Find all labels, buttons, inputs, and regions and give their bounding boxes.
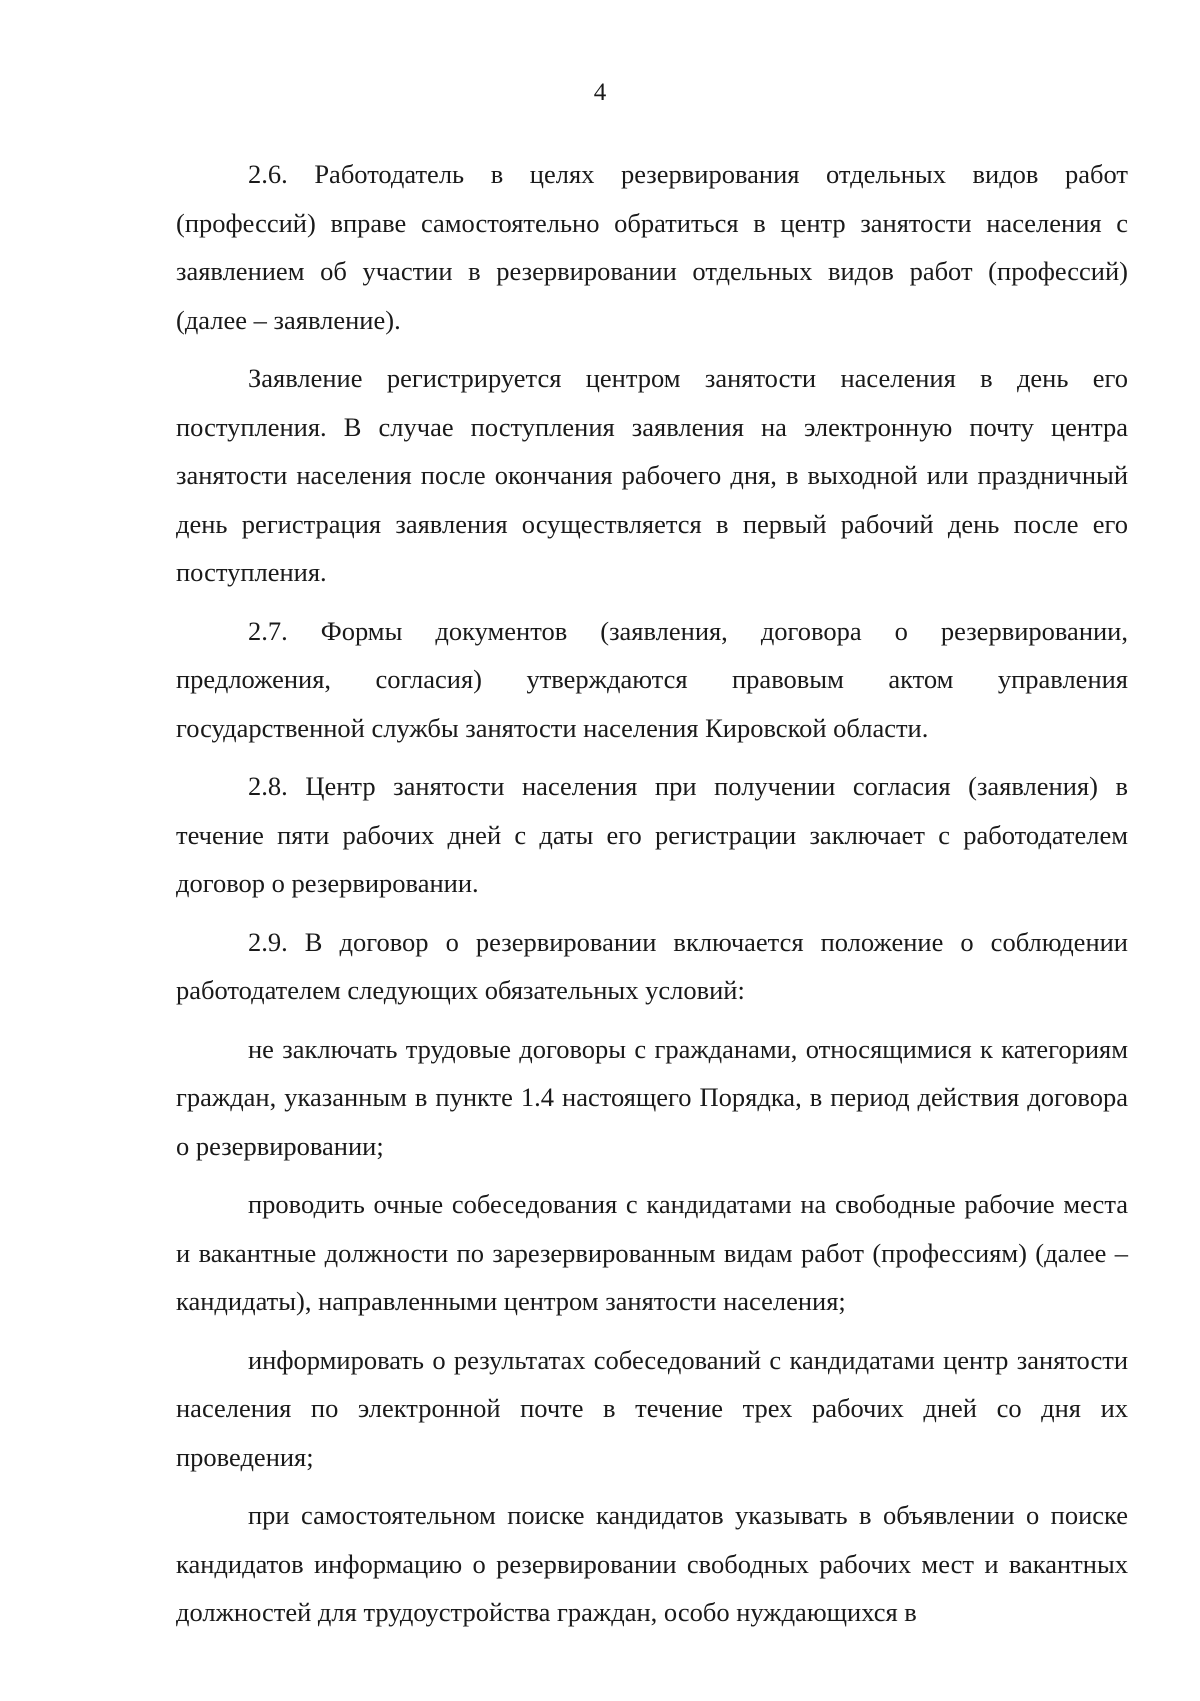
paragraph-2-7: 2.7. Формы документов (заявления, договора о резервировании, предложения, согласия) утверждаются правовым актом управления государственной службы занятости населения Кировской области. xyxy=(176,615,1128,743)
condition-item: не заключать трудовые договоры с гражданами, относящимися к категориям граждан, указанным в пункте 1.4 настоящего Порядка, в период действия договора о резервировании; xyxy=(176,1033,1128,1161)
condition-item: информировать о результатах собеседований с кандидатами центр занятости населения по электронной почте в течение трех рабочих дней со дня их проведения; xyxy=(176,1344,1128,1472)
paragraph-2-6: 2.6. Работодатель в целях резервирования отдельных видов работ (профессий) вправе самостоятельно обратиться в центр занятости населения с заявлением об участии в резервировании отдельных видов работ (профессий) (далее – заявление). xyxy=(176,159,1128,335)
condition-item: при самостоятельном поиске кандидатов указывать в объявлении о поиске кандидатов информацию о резервировании свободных рабочих мест и вакантных должностей для трудоустройства граждан, особо нуждающихся в xyxy=(176,1500,1128,1627)
document-body xyxy=(176,150,1128,1637)
paragraph-2-9: 2.9. В договор о резервировании включается положение о соблюдении работодателем следующих обязательных условий: xyxy=(176,926,1128,1005)
paragraph-registration: Заявление регистрируется центром занятости населения в день его поступления. В случае поступления заявления на электронную почту центра занятости населения после окончания рабочего дня, в выходной или праздничный день регистрация заявления осуществляется в первый рабочий день после его поступления. xyxy=(176,363,1128,587)
page-number: 4 xyxy=(593,79,607,106)
condition-item: проводить очные собеседования с кандидатами на свободные рабочие места и вакантные должности по зарезервированным видам работ (профессиям) (далее – кандидаты), направленными центром занятости населения; xyxy=(176,1189,1128,1316)
paragraph-2-8: 2.8. Центр занятости населения при получении согласия (заявления) в течение пяти рабочих дней с даты его регистрации заключает с работодателем договор о резервировании. xyxy=(176,771,1128,898)
